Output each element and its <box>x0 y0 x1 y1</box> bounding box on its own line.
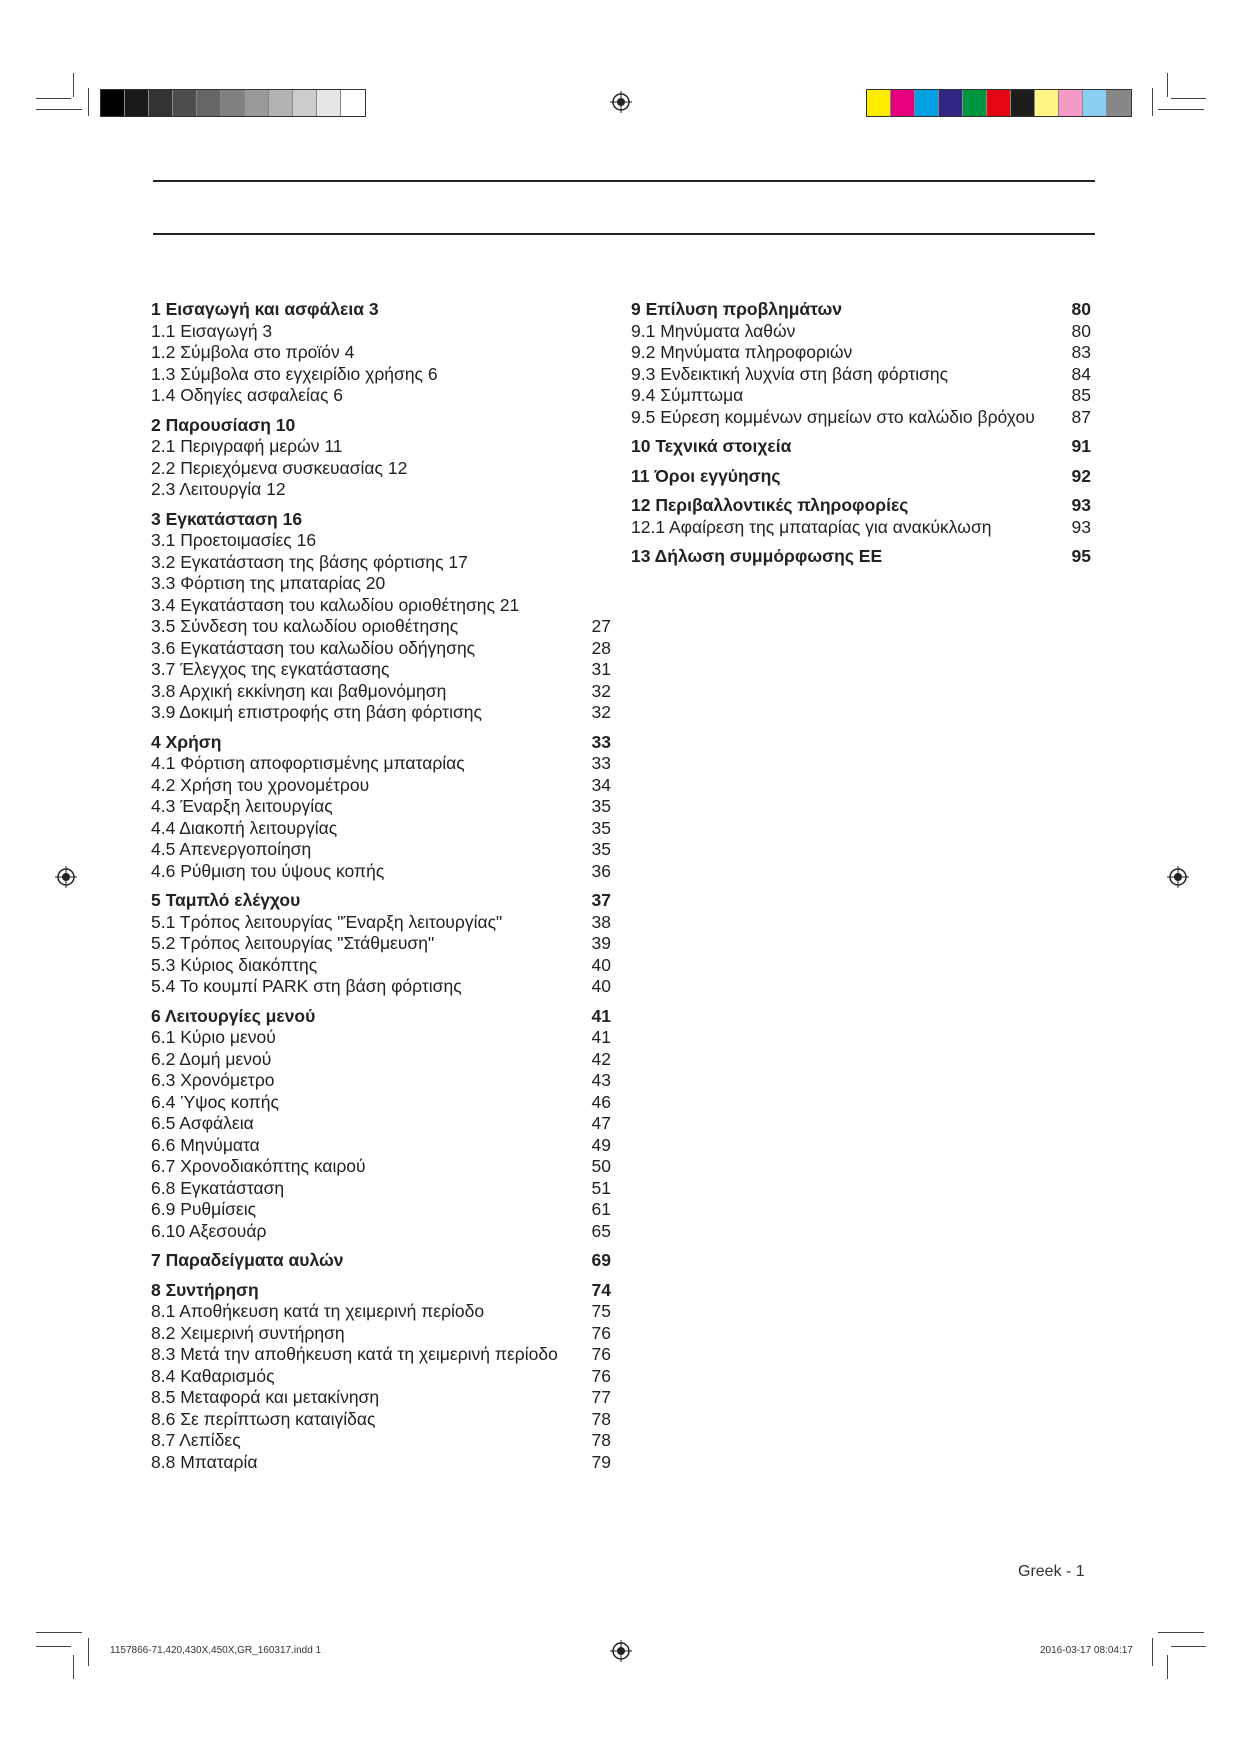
toc-entry-label: 8.1 Αποθήκευση κατά τη χειμερινή περίοδο <box>151 1301 485 1321</box>
toc-page-number: 46 <box>591 1091 611 1112</box>
toc-page-number: 83 <box>1071 342 1091 362</box>
toc-entry[interactable] <box>151 458 611 480</box>
slug-filename: 1157866-71,420,430X,450X,GR_160317.indd 1 <box>110 1645 322 1656</box>
toc-entry-label: 7 Παραδείγματα αυλών <box>151 1250 344 1270</box>
toc-entry-label: 8.6 Σε περίπτωση καταιγίδας <box>151 1408 376 1429</box>
toc-page-number: 27 <box>591 616 611 636</box>
color-swatch <box>1035 90 1059 116</box>
toc-entry-label: 11 Όροι εγγύησης <box>631 465 781 486</box>
crop-mark <box>1152 1638 1153 1666</box>
toc-entry-label: 3.5 Σύνδεση του καλωδίου οριοθέτησης <box>151 616 459 636</box>
toc-entry[interactable] <box>151 933 611 955</box>
crop-mark <box>1171 98 1206 99</box>
toc-entry-label: 4.6 Ρύθμιση του ύψους κοπής <box>151 860 385 881</box>
toc-page-number: 78 <box>591 1430 611 1450</box>
toc-entry[interactable] <box>151 753 611 775</box>
toc-page-number: 43 <box>591 1070 611 1090</box>
toc-entry[interactable] <box>151 1199 611 1221</box>
toc-entry-label: 8.7 Λεπίδες <box>151 1430 241 1450</box>
toc-entry-label: 1.3 Σύμβολα στο εγχειρίδιο χρήσης 6 <box>151 363 438 384</box>
grayscale-calibration-bar <box>100 89 366 117</box>
crop-mark <box>36 98 71 99</box>
toc-page-number: 75 <box>591 1301 611 1321</box>
toc-page-number: 61 <box>591 1199 611 1219</box>
toc-entry[interactable] <box>151 385 611 407</box>
toc-entry[interactable] <box>151 1301 611 1323</box>
color-swatch <box>867 90 891 116</box>
toc-entry[interactable] <box>631 517 1091 539</box>
toc-entry[interactable] <box>151 436 611 458</box>
crop-mark <box>1158 1632 1204 1633</box>
toc-entry[interactable] <box>631 407 1091 429</box>
toc-entry[interactable] <box>151 1156 611 1178</box>
toc-entry-label: 4 Χρήση <box>151 731 222 752</box>
toc-chapter[interactable] <box>151 415 611 437</box>
toc-page-number: 95 <box>1071 546 1091 566</box>
toc-chapter[interactable] <box>151 732 611 754</box>
color-swatch <box>245 90 269 116</box>
toc-page-number: 79 <box>591 1451 611 1472</box>
toc-entry[interactable] <box>151 1113 611 1135</box>
toc-page-number: 76 <box>591 1365 611 1386</box>
color-calibration-bar <box>866 89 1132 117</box>
toc-entry-label: 6.9 Ρυθμίσεις <box>151 1199 257 1219</box>
toc-page-number: 77 <box>591 1387 611 1407</box>
crop-mark <box>36 109 82 110</box>
toc-page-number: 74 <box>591 1279 611 1300</box>
toc-page-number: 42 <box>591 1048 611 1069</box>
toc-page-number: 85 <box>1071 385 1091 405</box>
color-swatch <box>341 90 365 116</box>
toc-entry-label: 4.3 Έναρξη λειτουργίας <box>151 796 333 816</box>
color-swatch <box>1059 90 1083 116</box>
toc-page-number: 80 <box>1071 299 1091 319</box>
toc-entry[interactable] <box>151 796 611 818</box>
toc-chapter[interactable] <box>151 1006 611 1028</box>
toc-page-number: 35 <box>591 839 611 859</box>
toc-page-number: 39 <box>591 933 611 953</box>
color-swatch <box>269 90 293 116</box>
toc-entry[interactable] <box>151 321 611 343</box>
slug-timestamp: 2016-03-17 08:04:17 <box>1040 1645 1133 1656</box>
toc-entry-label: 13 Δήλωση συμμόρφωσης ΕΕ <box>631 546 883 566</box>
toc-entry-label: 8 Συντήρηση <box>151 1279 259 1300</box>
toc-entry[interactable] <box>151 479 611 501</box>
toc-entry-label: 6.4 Ύψος κοπής <box>151 1091 279 1112</box>
color-swatch <box>1083 90 1107 116</box>
toc-chapter[interactable] <box>631 436 1091 458</box>
crop-mark <box>1158 109 1204 110</box>
crop-mark <box>1171 1646 1206 1647</box>
toc-entry-label: 3.7 Έλεγχος της εγκατάστασης <box>151 659 390 679</box>
toc-page-number: 76 <box>591 1322 611 1343</box>
toc-entry-label: 6.5 Ασφάλεια <box>151 1113 254 1133</box>
toc-entry[interactable] <box>151 530 611 552</box>
toc-entry-label: 2 Παρουσίαση 10 <box>151 414 296 435</box>
toc-page-number: 92 <box>1071 465 1091 486</box>
toc-entry-label: 5.2 Τρόπος λειτουργίας "Στάθμευση" <box>151 933 435 953</box>
toc-column-left <box>151 299 611 1473</box>
toc-page-number: 36 <box>591 860 611 881</box>
toc-entry[interactable] <box>151 1452 611 1474</box>
toc-column-right <box>631 299 1091 568</box>
toc-entry-label: 9.4 Σύμπτωμα <box>631 385 744 405</box>
color-swatch <box>149 90 173 116</box>
toc-entry-label: 8.4 Καθαρισμός <box>151 1365 275 1386</box>
color-swatch <box>221 90 245 116</box>
toc-entry-label: 6.2 Δομή μενού <box>151 1048 272 1069</box>
toc-entry[interactable] <box>151 1221 611 1243</box>
color-swatch <box>915 90 939 116</box>
toc-entry-label: 1.1 Εισαγωγή 3 <box>151 320 273 341</box>
toc-entry-label: 12.1 Αφαίρεση της μπαταρίας για ανακύκλωση <box>631 516 992 537</box>
toc-entry-label: 3.1 Προετοιμασίες 16 <box>151 530 317 550</box>
registration-mark-icon <box>1167 866 1189 888</box>
toc-entry[interactable] <box>151 1178 611 1200</box>
toc-entry-label: 8.5 Μεταφορά και μετακίνηση <box>151 1387 380 1407</box>
toc-entry[interactable] <box>631 364 1091 386</box>
toc-entry[interactable] <box>151 659 611 681</box>
toc-entry-label: 6.8 Εγκατάσταση <box>151 1177 285 1198</box>
toc-entry[interactable] <box>631 342 1091 364</box>
toc-entry-label: 5.1 Τρόπος λειτουργίας "Έναρξη λειτουργίας" <box>151 911 503 932</box>
color-swatch <box>891 90 915 116</box>
toc-entry[interactable] <box>151 1092 611 1114</box>
toc-entry-label: 8.3 Μετά την αποθήκευση κατά τη χειμερινή περίοδο <box>151 1344 558 1364</box>
toc-page-number: 49 <box>591 1134 611 1155</box>
toc-entry[interactable] <box>151 1366 611 1388</box>
toc-entry-label: 2.3 Λειτουργία 12 <box>151 479 286 499</box>
crop-mark <box>88 1638 89 1666</box>
toc-entry[interactable] <box>151 342 611 364</box>
toc-chapter[interactable] <box>151 1250 611 1272</box>
toc-chapter[interactable] <box>151 299 611 321</box>
toc-entry[interactable] <box>151 818 611 840</box>
toc-entry[interactable] <box>151 573 611 595</box>
toc-page-number: 40 <box>591 954 611 975</box>
color-swatch <box>963 90 987 116</box>
toc-entry-label: 3.9 Δοκιμή επιστροφής στη βάση φόρτισης <box>151 702 482 722</box>
toc-entry-label: 1 Εισαγωγή και ασφάλεια 3 <box>151 299 379 319</box>
registration-mark-icon <box>610 91 632 113</box>
color-swatch <box>101 90 125 116</box>
toc-page-number: 28 <box>591 637 611 658</box>
color-swatch <box>1011 90 1035 116</box>
toc-entry[interactable] <box>151 638 611 660</box>
toc-entry[interactable] <box>151 839 611 861</box>
toc-entry[interactable] <box>151 1430 611 1452</box>
toc-entry-label: 3.4 Εγκατάσταση του καλωδίου οριοθέτησης 21 <box>151 594 520 615</box>
toc-entry[interactable] <box>151 912 611 934</box>
toc-page-number: 69 <box>591 1250 611 1270</box>
toc-chapter[interactable] <box>151 1280 611 1302</box>
toc-entry[interactable] <box>151 1387 611 1409</box>
toc-entry[interactable] <box>151 955 611 977</box>
toc-page-number: 32 <box>591 680 611 701</box>
toc-entry-label: 9.3 Ενδεικτική λυχνία στη βάση φόρτισης <box>631 363 949 384</box>
header-rule-top <box>153 180 1095 182</box>
toc-entry-label: 6.3 Χρονόμετρο <box>151 1070 275 1090</box>
toc-entry-label: 1.4 Οδηγίες ασφαλείας 6 <box>151 385 343 405</box>
toc-entry-label: 5.3 Κύριος διακόπτης <box>151 954 318 975</box>
toc-entry-label: 6 Λειτουργίες μενού <box>151 1005 316 1026</box>
toc-page-number: 41 <box>591 1005 611 1026</box>
toc-page-number: 32 <box>591 702 611 722</box>
color-swatch <box>293 90 317 116</box>
toc-entry-label: 9.2 Μηνύματα πληροφοριών <box>631 342 853 362</box>
toc-page-number: 35 <box>591 817 611 838</box>
toc-entry-label: 6.7 Χρονοδιακόπτης καιρού <box>151 1156 366 1176</box>
toc-page-number: 91 <box>1071 436 1091 456</box>
toc-entry[interactable] <box>151 1027 611 1049</box>
toc-entry[interactable] <box>151 364 611 386</box>
toc-entry-label: 3.2 Εγκατάσταση της βάσης φόρτισης 17 <box>151 551 468 572</box>
toc-entry-label: 4.5 Απενεργοποίηση <box>151 839 312 859</box>
toc-page-number: 33 <box>591 753 611 773</box>
toc-entry[interactable] <box>631 385 1091 407</box>
toc-entry[interactable] <box>151 1049 611 1071</box>
toc-entry-label: 3.3 Φόρτιση της μπαταρίας 20 <box>151 573 386 593</box>
toc-page-number: 37 <box>591 890 611 910</box>
toc-chapter[interactable] <box>151 890 611 912</box>
page-number: Greek - 1 <box>1018 1563 1085 1580</box>
toc-page-number: 41 <box>591 1027 611 1047</box>
toc-chapter[interactable] <box>631 466 1091 488</box>
toc-entry[interactable] <box>151 1070 611 1092</box>
toc-entry-label: 3.6 Εγκατάσταση του καλωδίου οδήγησης <box>151 637 476 658</box>
toc-entry[interactable] <box>151 702 611 724</box>
color-swatch <box>939 90 963 116</box>
crop-mark <box>1167 73 1168 97</box>
toc-page-number: 31 <box>591 659 611 679</box>
toc-entry-label: 6.1 Κύριο μενού <box>151 1027 276 1047</box>
color-swatch <box>987 90 1011 116</box>
toc-entry-label: 4.4 Διακοπή λειτουργίας <box>151 817 338 838</box>
toc-entry[interactable] <box>631 321 1091 343</box>
color-swatch <box>1107 90 1131 116</box>
toc-page-number: 47 <box>591 1113 611 1133</box>
toc-entry-label: 10 Τεχνικά στοιχεία <box>631 436 792 456</box>
color-swatch <box>173 90 197 116</box>
toc-entry[interactable] <box>151 595 611 617</box>
toc-entry-label: 6.10 Αξεσουάρ <box>151 1220 267 1241</box>
toc-page-number: 93 <box>1071 495 1091 515</box>
toc-page-number: 34 <box>591 774 611 795</box>
toc-entry-label: 12 Περιβαλλοντικές πληροφορίες <box>631 495 909 515</box>
toc-entry[interactable] <box>151 1323 611 1345</box>
crop-mark <box>88 88 89 116</box>
crop-mark <box>36 1646 71 1647</box>
toc-entry[interactable] <box>151 1344 611 1366</box>
toc-page-number: 84 <box>1071 363 1091 384</box>
toc-page-number: 76 <box>591 1344 611 1364</box>
toc-entry[interactable] <box>151 681 611 703</box>
toc-page-number: 38 <box>591 911 611 932</box>
crop-mark <box>1167 1655 1168 1679</box>
toc-entry[interactable] <box>151 775 611 797</box>
color-swatch <box>125 90 149 116</box>
toc-page-number: 51 <box>591 1177 611 1198</box>
toc-entry-label: 9 Επίλυση προβλημάτων <box>631 299 843 319</box>
toc-entry-label: 8.8 Μπαταρία <box>151 1451 258 1472</box>
color-swatch <box>317 90 341 116</box>
toc-page-number: 93 <box>1071 516 1091 537</box>
toc-chapter[interactable] <box>631 299 1091 321</box>
registration-mark-icon <box>610 1640 632 1662</box>
toc-entry-label: 6.6 Μηνύματα <box>151 1134 260 1155</box>
toc-entry[interactable] <box>151 861 611 883</box>
toc-entry[interactable] <box>151 1135 611 1157</box>
toc-entry-label: 8.2 Χειμερινή συντήρηση <box>151 1322 345 1343</box>
toc-entry[interactable] <box>151 976 611 998</box>
toc-page-number: 87 <box>1071 406 1091 427</box>
toc-page-number: 78 <box>591 1408 611 1429</box>
toc-entry[interactable] <box>151 1409 611 1431</box>
toc-page-number: 35 <box>591 796 611 816</box>
toc-page-number: 65 <box>591 1220 611 1241</box>
toc-entry-label: 3.8 Αρχική εκκίνηση και βαθμονόμηση <box>151 680 447 701</box>
toc-entry-label: 2.1 Περιγραφή μερών 11 <box>151 436 343 456</box>
toc-entry-label: 3 Εγκατάσταση 16 <box>151 508 303 529</box>
header-rule-bottom <box>153 233 1095 235</box>
toc-entry-label: 4.2 Χρήση του χρονομέτρου <box>151 774 370 795</box>
crop-mark <box>73 73 74 97</box>
toc-chapter[interactable] <box>631 495 1091 517</box>
crop-mark <box>1152 88 1153 116</box>
toc-entry-label: 9.5 Εύρεση κομμένων σημείων στο καλώδιο βρόχου <box>631 406 1035 427</box>
toc-page-number: 33 <box>591 731 611 752</box>
color-swatch <box>197 90 221 116</box>
toc-chapter[interactable] <box>631 546 1091 568</box>
registration-mark-icon <box>55 866 77 888</box>
toc-page-number: 50 <box>591 1156 611 1176</box>
crop-mark <box>36 1632 82 1633</box>
toc-entry-label: 9.1 Μηνύματα λαθών <box>631 320 796 341</box>
toc-page-number: 80 <box>1071 320 1091 341</box>
toc-chapter[interactable] <box>151 509 611 531</box>
toc-entry-label: 1.2 Σύμβολα στο προϊόν 4 <box>151 342 355 362</box>
toc-entry-label: 5 Ταμπλό ελέγχου <box>151 890 301 910</box>
toc-entry[interactable] <box>151 552 611 574</box>
toc-entry-label: 4.1 Φόρτιση αποφορτισμένης μπαταρίας <box>151 753 465 773</box>
toc-entry-label: 5.4 Το κουμπί PARK στη βάση φόρτισης <box>151 976 462 996</box>
toc-entry[interactable] <box>151 616 611 638</box>
toc-entry-label: 2.2 Περιεχόμενα συσκευασίας 12 <box>151 457 408 478</box>
toc-page-number: 40 <box>591 976 611 996</box>
crop-mark <box>73 1655 74 1679</box>
